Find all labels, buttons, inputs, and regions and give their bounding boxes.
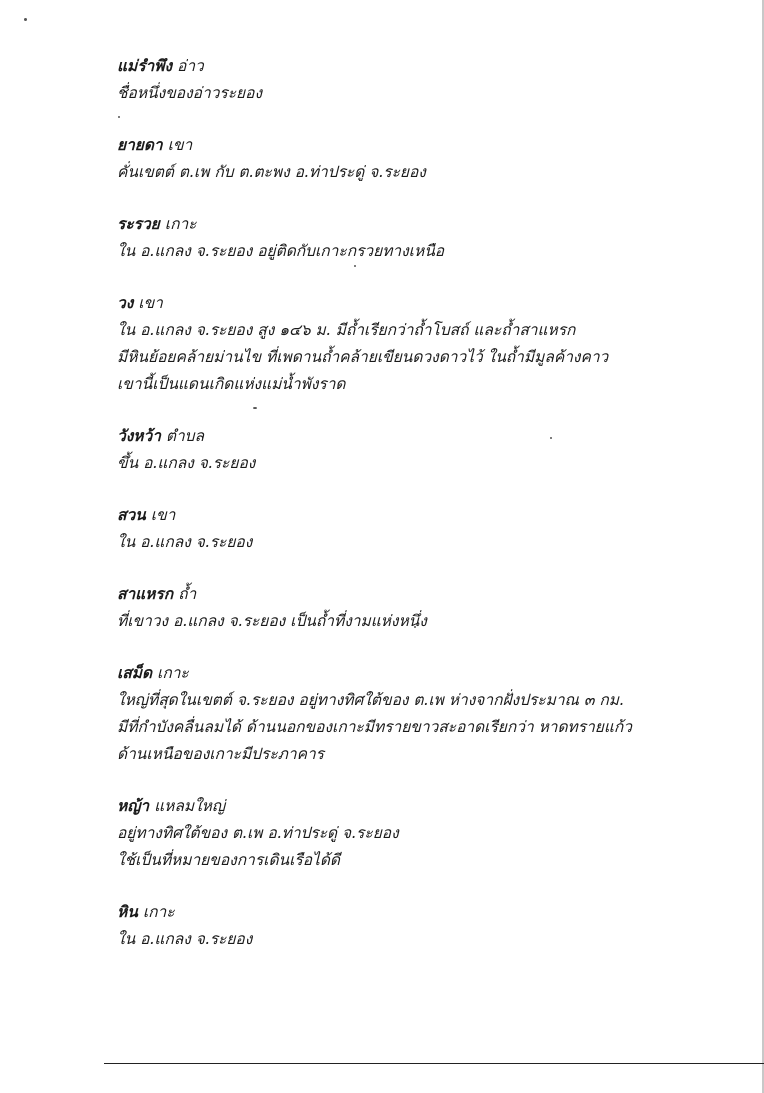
headword-line xyxy=(117,898,727,926)
glossary-entries xyxy=(117,52,727,977)
entry-kind: เขา xyxy=(138,294,163,312)
entry-description-line: คั่นเขตต์ ต.เพ กับ ต.ตะพง อ.ท่าประดู่ จ.ระยอง xyxy=(117,163,426,181)
headword-line xyxy=(117,422,727,450)
entry-term: เสม็ด xyxy=(117,663,153,682)
entry-term: แม่รำพึง xyxy=(117,56,173,75)
entry-term: ยายดา xyxy=(117,135,163,154)
entry-kind: เกาะ xyxy=(164,215,197,233)
glossary-entry xyxy=(117,289,727,398)
entry-term: สาแหรก xyxy=(117,584,174,603)
entry-description-line: ขึ้น อ.แกลง จ.ระยอง xyxy=(117,454,256,472)
entry-term: ระรวย xyxy=(117,214,160,233)
entry-description-line: ใน อ.แกลง จ.ระยอง xyxy=(117,930,253,948)
glossary-entry xyxy=(117,898,727,953)
entry-description-line: ใช้เป็นที่หมายของการเดินเรือได้ดี xyxy=(117,851,340,869)
entry-term: วังหว้า xyxy=(117,426,161,445)
entry-kind: อ่าว xyxy=(177,57,204,75)
entry-description-line: เขานี้เป็นแดนเกิดแห่งแม่น้ำพังราด xyxy=(117,375,346,393)
bottom-rule xyxy=(104,1063,764,1064)
headword-line xyxy=(117,210,727,238)
entry-description-line: มีที่กำบังคลื่นลมได้ ด้านนอกของเกาะมีทรายขาวสะอาดเรียกว่า หาดทรายแก้ว xyxy=(117,718,632,736)
entry-description-line: มีหินย้อยคล้ายม่านไข ที่เพดานถ้ำคล้ายเขียนดวงดาวไว้ ในถ้ำมีมูลค้างคาว xyxy=(117,348,609,366)
entry-kind: เกาะ xyxy=(142,903,175,921)
headword-line xyxy=(117,52,727,80)
glossary-entry xyxy=(117,52,727,107)
glossary-entry xyxy=(117,792,727,874)
entry-kind: ถ้ำ xyxy=(178,585,197,603)
headword-line xyxy=(117,501,727,529)
headword-line xyxy=(117,289,727,317)
entry-term: หิน xyxy=(117,902,138,921)
entry-description-line: ที่เขาวง อ.แกลง จ.ระยอง เป็นถ้ำที่งามแห่งหนึ่ง xyxy=(117,612,427,630)
entry-term: วง xyxy=(117,293,134,312)
glossary-entry xyxy=(117,659,727,768)
headword-line xyxy=(117,659,727,687)
glossary-entry xyxy=(117,422,727,477)
entry-description-line: ใน อ.แกลง จ.ระยอง xyxy=(117,533,253,551)
glossary-entry xyxy=(117,580,727,635)
entry-term: หญ้า xyxy=(117,796,150,815)
glossary-entry xyxy=(117,131,727,186)
entry-description-line: ใน อ.แกลง จ.ระยอง สูง ๑๔๖ ม. มีถ้ำเรียกว่าถ้ำโบสถ์ และถ้ำสาแหรก xyxy=(117,321,576,339)
entry-description-line: ใหญ่ที่สุดในเขตต์ จ.ระยอง อยู่ทางทิศใต้ของ ต.เพ ห่างจากฝั่งประมาณ ๓ กม. xyxy=(117,691,624,709)
entry-description-line: อยู่ทางทิศใต้ของ ต.เพ อ.ท่าประดู่ จ.ระยอง xyxy=(117,824,399,842)
headword-line xyxy=(117,580,727,608)
glossary-entry xyxy=(117,210,727,265)
headword-line xyxy=(117,792,727,820)
entry-kind: ตำบล xyxy=(165,427,205,445)
scan-speck xyxy=(24,18,27,21)
entry-kind: แหลมใหญ่ xyxy=(154,797,226,815)
glossary-entry xyxy=(117,501,727,556)
entry-term: สวน xyxy=(117,505,146,524)
headword-line xyxy=(117,131,727,159)
entry-description-line: ด้านเหนือของเกาะมีประภาคาร xyxy=(117,745,324,763)
entry-description-line: ใน อ.แกลง จ.ระยอง อยู่ติดกับเกาะกรวยทางเหนือ xyxy=(117,242,445,260)
entry-kind: เขา xyxy=(150,506,176,524)
entry-description-line: ชื่อหนึ่งของอ่าวระยอง xyxy=(117,84,263,102)
entry-kind: เกาะ xyxy=(157,664,189,682)
entry-kind: เขา xyxy=(167,136,193,154)
